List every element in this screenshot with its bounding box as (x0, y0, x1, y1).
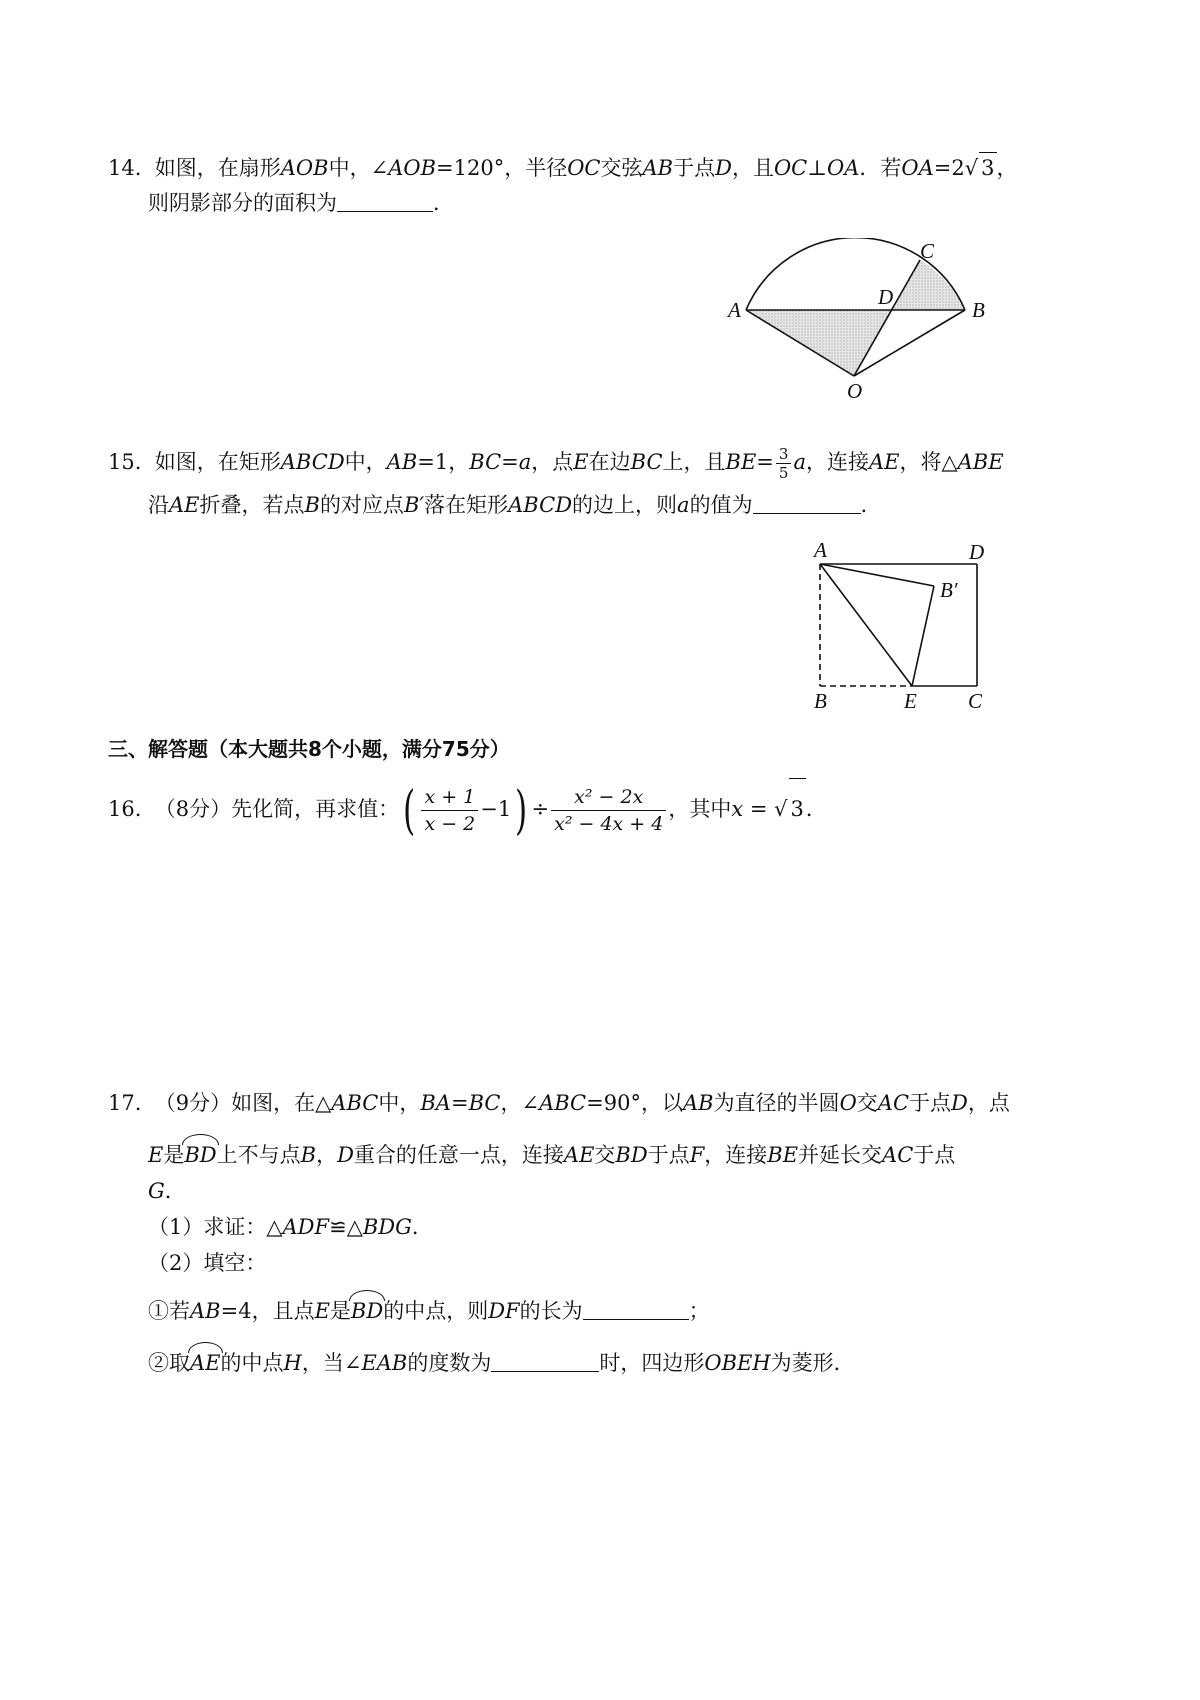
q14-figure (720, 238, 1020, 408)
q16-div-symbol: ÷ (531, 797, 550, 821)
q14-var: OA (827, 156, 860, 180)
q14-perp-symbol: ⊥ (807, 156, 828, 180)
q15-text: = (501, 450, 519, 474)
q16-fraction-1 (421, 784, 478, 837)
q14-text: ，且 (731, 156, 774, 180)
q17-text: （9分）如图，在△ (154, 1091, 332, 1115)
segment-b-prime-e (912, 586, 934, 686)
left-paren: ( (403, 780, 416, 841)
label-c: C (968, 689, 983, 713)
q17-text: 的长为 (519, 1299, 583, 1323)
q15-line-2 (148, 490, 882, 520)
q17-var: B (300, 1143, 317, 1167)
q14-var: D (715, 156, 732, 180)
q16-text: ． (805, 797, 827, 821)
q15-text: =1， (417, 450, 470, 474)
q15-text: ，点 (531, 450, 574, 474)
sqrt-symbol: √ (964, 156, 979, 180)
q17-text: 于点 (909, 1091, 952, 1115)
q17-text: 的中点，则 (383, 1299, 489, 1323)
q15-var: AE (868, 450, 900, 474)
q15-var: AE (169, 493, 200, 517)
q15-var: ABCD (508, 493, 573, 517)
label-e: E (904, 689, 917, 713)
q17-number: 17. (108, 1091, 142, 1115)
q15-answer-blank[interactable] (753, 491, 861, 514)
q15-var: a (518, 450, 532, 474)
q17-arc-ae: AE (190, 1348, 221, 1378)
label-a: A (728, 298, 741, 322)
q15-text: 上，且 (662, 450, 726, 474)
q15-text: 落在矩形 (424, 493, 509, 517)
q17-text: ①若 (148, 1299, 190, 1323)
q17-var: AC (877, 1091, 910, 1115)
q15-fraction (776, 445, 792, 482)
q15-text: 折叠，若点 (199, 493, 305, 517)
q15-var: a (677, 493, 690, 517)
q17-text: 上不与点 (216, 1143, 301, 1167)
q17-var: ABC (331, 1091, 379, 1115)
q15-text: = (756, 450, 774, 474)
q14-var: AOB (388, 156, 437, 180)
shaded-region-right (893, 260, 965, 310)
q17-var: AE (563, 1143, 595, 1167)
q15-text: ，将△ (899, 450, 958, 474)
q17-sub-1 (148, 1296, 710, 1326)
q17-text: 于点 (647, 1143, 690, 1167)
q17-text: 交 (856, 1091, 878, 1115)
label-b: B (814, 689, 827, 713)
q14-text: =2 (933, 156, 965, 180)
q15-var: B′ (403, 493, 425, 517)
q17-text: 为菱形． (770, 1351, 855, 1375)
q17-var: DF (488, 1299, 520, 1323)
q17-text: 于点 (913, 1143, 956, 1167)
q16-sqrt-value: 3 (789, 778, 806, 839)
q14-sqrt-value: 3 (979, 152, 996, 183)
q16-text: （8分）先化简，再求值： (154, 797, 400, 821)
q17-text: ； (688, 1299, 710, 1323)
q16-number: 16. (108, 797, 142, 821)
q17-text: 重合的任意一点，连接 (353, 1143, 564, 1167)
q15-figure (800, 538, 1000, 718)
label-a: A (814, 538, 827, 562)
q17-text: 时，四边形 (599, 1351, 705, 1375)
q15-text: 在边 (588, 450, 631, 474)
q15-var: ABE (957, 450, 1004, 474)
q17-text: ， (316, 1143, 338, 1167)
q15-var: a (793, 450, 806, 474)
q15-line-1 (108, 434, 1004, 490)
q17-var: EAB (361, 1351, 408, 1375)
q17-text: 是 (329, 1299, 351, 1323)
sqrt-symbol: √ (774, 797, 788, 821)
q17-var: AB (190, 1299, 221, 1323)
q17-cong-symbol: ≌△ (329, 1215, 363, 1239)
q16-text: ，其中 (668, 797, 732, 821)
q16-var: x (731, 797, 744, 821)
q14-text: ， (996, 156, 1018, 180)
segment-ae (820, 564, 912, 686)
q17-text: =90°，以 (586, 1091, 683, 1115)
q15-text: 的边上，则 (572, 493, 678, 517)
q17-text: （1）求证：△ (148, 1215, 283, 1239)
q14-text: 交弦 (600, 156, 643, 180)
q17-text: （2）填空： (148, 1251, 267, 1275)
q17-part-2 (148, 1248, 266, 1278)
q17-answer-blank-1[interactable] (583, 1297, 689, 1320)
q15-var: E (573, 450, 589, 474)
q17-var: D (951, 1091, 968, 1115)
q17-text: 为直径的半圆 (713, 1091, 840, 1115)
q16-line (108, 778, 827, 840)
q14-answer-blank[interactable] (337, 189, 433, 212)
q17-var: BDG (362, 1215, 412, 1239)
q17-var: G (148, 1179, 165, 1203)
q17-var: BA (420, 1091, 451, 1115)
q17-text: ，点 (967, 1091, 1010, 1115)
q17-text: 交 (594, 1143, 616, 1167)
q15-var: B (304, 493, 320, 517)
q14-var: OC (773, 156, 808, 180)
q14-var: AB (642, 156, 674, 180)
q17-var: OBEH (704, 1351, 771, 1375)
q16-f1-num: x + 1 (421, 784, 478, 811)
q14-text: =120°，半径 (436, 156, 568, 180)
q17-var: E (148, 1143, 164, 1167)
q15-number: 15. (108, 450, 142, 474)
q17-text: 是 (163, 1143, 185, 1167)
q17-text: ，∠ (500, 1091, 540, 1115)
q14-text: 于点 (673, 156, 716, 180)
q17-var: F (689, 1143, 705, 1167)
q14-text: 中，∠ (328, 156, 389, 180)
q16-f2-den: x² − 4x + 4 (554, 813, 664, 835)
label-o: O (847, 379, 863, 403)
q15-text: 如图，在矩形 (154, 450, 281, 474)
q17-text: 并延长交 (798, 1143, 883, 1167)
q16-f2-num: x² − 2x (551, 784, 666, 811)
q17-var: D (337, 1143, 354, 1167)
q17-var: AC (882, 1143, 914, 1167)
q16-f1-den: x − 2 (424, 813, 476, 835)
q17-text: ． (164, 1179, 186, 1203)
q17-var: BE (767, 1143, 799, 1167)
q17-part-1 (148, 1212, 433, 1242)
q17-var: BD (615, 1143, 648, 1167)
q17-text: =4，且点 (220, 1299, 315, 1323)
q17-line-3 (148, 1176, 186, 1206)
q17-answer-blank-2[interactable] (491, 1349, 599, 1372)
q17-var: H (283, 1351, 302, 1375)
q14-var: OA (901, 156, 934, 180)
q15-text: 的对应点 (319, 493, 404, 517)
q14-line-1 (108, 152, 1018, 183)
q14-text: ．若 (859, 156, 902, 180)
q15-text: 中， (344, 450, 387, 474)
q15-var: ABCD (280, 450, 345, 474)
q17-line-2 (148, 1140, 955, 1170)
label-b: B (972, 298, 985, 322)
q17-var: O (839, 1091, 857, 1115)
q17-line-1 (108, 1088, 1010, 1118)
label-d: D (878, 285, 894, 309)
q16-text: −1 (480, 797, 512, 821)
q15-var: BC (469, 450, 502, 474)
q17-text: 中， (378, 1091, 421, 1115)
label-b-prime: B′ (940, 578, 958, 602)
q17-var: E (314, 1299, 330, 1323)
q17-var: ABC (539, 1091, 587, 1115)
q17-arc-bd: BD (184, 1140, 216, 1170)
q17-text: ，当∠ (301, 1351, 362, 1375)
q17-text: = (450, 1091, 469, 1115)
q14-var: AOB (280, 156, 329, 180)
q14-text: ． (433, 191, 454, 215)
q17-text: ． (411, 1215, 433, 1239)
q17-arc-bd: BD (351, 1296, 383, 1326)
q15-text: 的值为 (689, 493, 753, 517)
q14-line-2 (148, 188, 454, 218)
q16-fraction-2 (551, 784, 666, 837)
segment-ab-prime (820, 564, 934, 586)
q14-text: 如图，在扇形 (154, 156, 281, 180)
q17-text: ，连接 (704, 1143, 768, 1167)
q15-var: BC (630, 450, 663, 474)
q17-text: ②取 (148, 1351, 190, 1375)
q15-frac-den: 5 (778, 464, 789, 482)
right-paren: ) (515, 780, 528, 841)
q17-var: BC (468, 1091, 501, 1115)
label-d: D (969, 540, 985, 564)
q17-var: ADF (282, 1215, 330, 1239)
q17-text: 的度数为 (407, 1351, 492, 1375)
q15-text: ． (860, 493, 882, 517)
q17-var: AB (682, 1091, 714, 1115)
q15-text: 沿 (148, 493, 169, 517)
q16-text: = (743, 797, 775, 821)
q15-text: ，连接 (805, 450, 869, 474)
q15-frac-num: 3 (776, 445, 792, 464)
q14-var: OC (567, 156, 601, 180)
q15-var: BE (725, 450, 757, 474)
q14-number: 14. (108, 156, 142, 180)
label-c: C (920, 239, 935, 263)
section-3-title: 三、解答题（本大题共8个小题，满分75分） (108, 737, 510, 761)
q17-sub-2 (148, 1348, 855, 1378)
q17-text: 的中点 (220, 1351, 284, 1375)
q14-text: 则阴影部分的面积为 (148, 191, 337, 215)
q15-var: AB (386, 450, 418, 474)
